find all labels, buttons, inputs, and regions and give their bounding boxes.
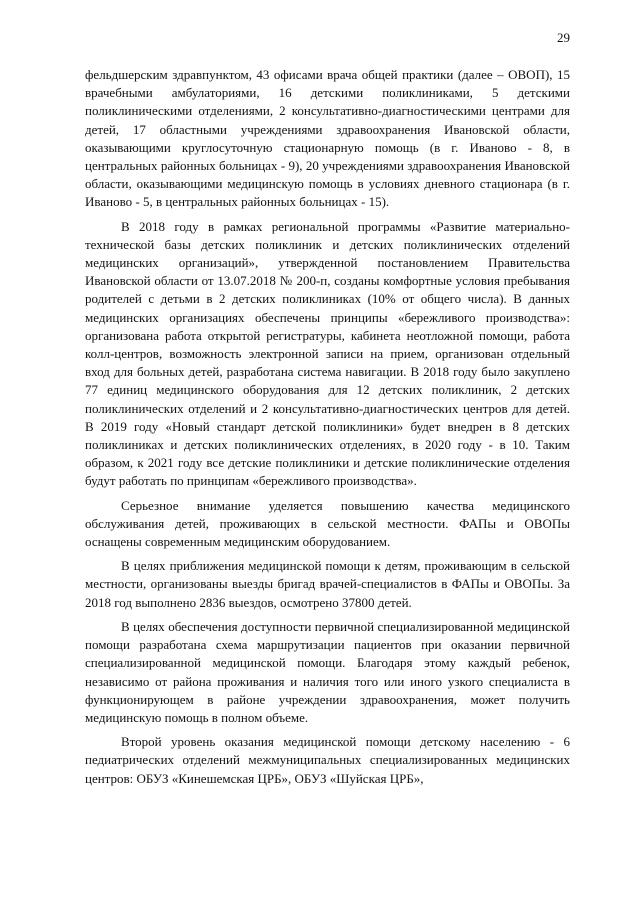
paragraph-routing-scheme: В целях обеспечения доступности первичной специализированной медицинской помощи разработана схема маршрутизации пациентов при оказании первичной специализированной медицинской помощи. Благодаря этому каждый ребенок, независимо от района проживания и наличия того или иного узкого специалиста в функционирующем в районе учреждении здравоохранения, может получить медицинскую помощь в полном объеме. — [85, 618, 570, 725]
paragraph-specialist-visits: В целях приближения медицинской помощи к детям, проживающим в сельской местности, организованы выезды бригад врачей-специалистов в ФАПы и ОВОПы. За 2018 год выполнено 2836 выездов, осмотрено 37800 детей. — [85, 558, 570, 610]
page-number: 29 — [557, 30, 570, 45]
paragraph-continuation: фельдшерским здравпунктом, 43 офисами врача общей практики (далее – ОВОП), 15 врачебными амбулаториями, 16 детскими поликлиниками, 5 детскими поликлиническими отделениями, 2 консультативно-диагностическими центрами для детей, 17 областными учреждениями здравоохранения Ивановской области, оказывающими круглосуточную стационарную помощь (в г. Иваново - 8, в центральных районных больницах - 9), 20 учреждениями здравоохранения Ивановской области, оказывающими медицинскую помощь в условиях дневного стационара (в г. Иваново - 5, в центральных районных больницах - 15). — [85, 67, 570, 210]
paragraph-program-2018: В 2018 году в рамках региональной программы «Развитие материально-технической базы детских поликлиник и детских поликлинических отделений медицинских организаций», утвержденной постановлением Правительства Ивановской области от 13.07.2018 № 200-п, созданы комфортные условия пребывания родителей с детьми в 2 детских поликлиниках (10% от общего числа). В данных медицинских организациях обеспечены принципы «бережливого производства»: организована работа открытой регистратуры, кабинета неотложной помощи, работа колл-центров, возможность электронной записи на прием, организован отдельный вход для больных детей, разработана система навигации. В 2018 году было закуплено 77 единиц медицинского оборудования для 12 детских поликлиник, 2 детских поликлинических отделений и 2 консультативно-диагностических центров для детей. В 2019 году «Новый стандарт детской поликлиники» будет внедрен в 8 детских поликлиниках и детских поликлинических отделениях, в 2020 году - в 10. Таким образом, к 2021 году все детские поликлиники и детские поликлинические отделения будут работать по принципам «бережливого производства». — [85, 218, 570, 489]
body-text — [85, 66, 570, 788]
paragraph-rural-quality: Серьезное внимание уделяется повышению качества медицинского обслуживания детей, проживающих в сельской местности. ФАПы и ОВОПы оснащены современным медицинским оборудованием. — [85, 497, 570, 550]
paragraph-second-level: Второй уровень оказания медицинской помощи детскому населению - 6 педиатрических отделений межмуниципальных специализированных медицинских центров: ОБУЗ «Кинешемская ЦРБ», ОБУЗ «Шуйская ЦРБ», — [85, 734, 570, 786]
